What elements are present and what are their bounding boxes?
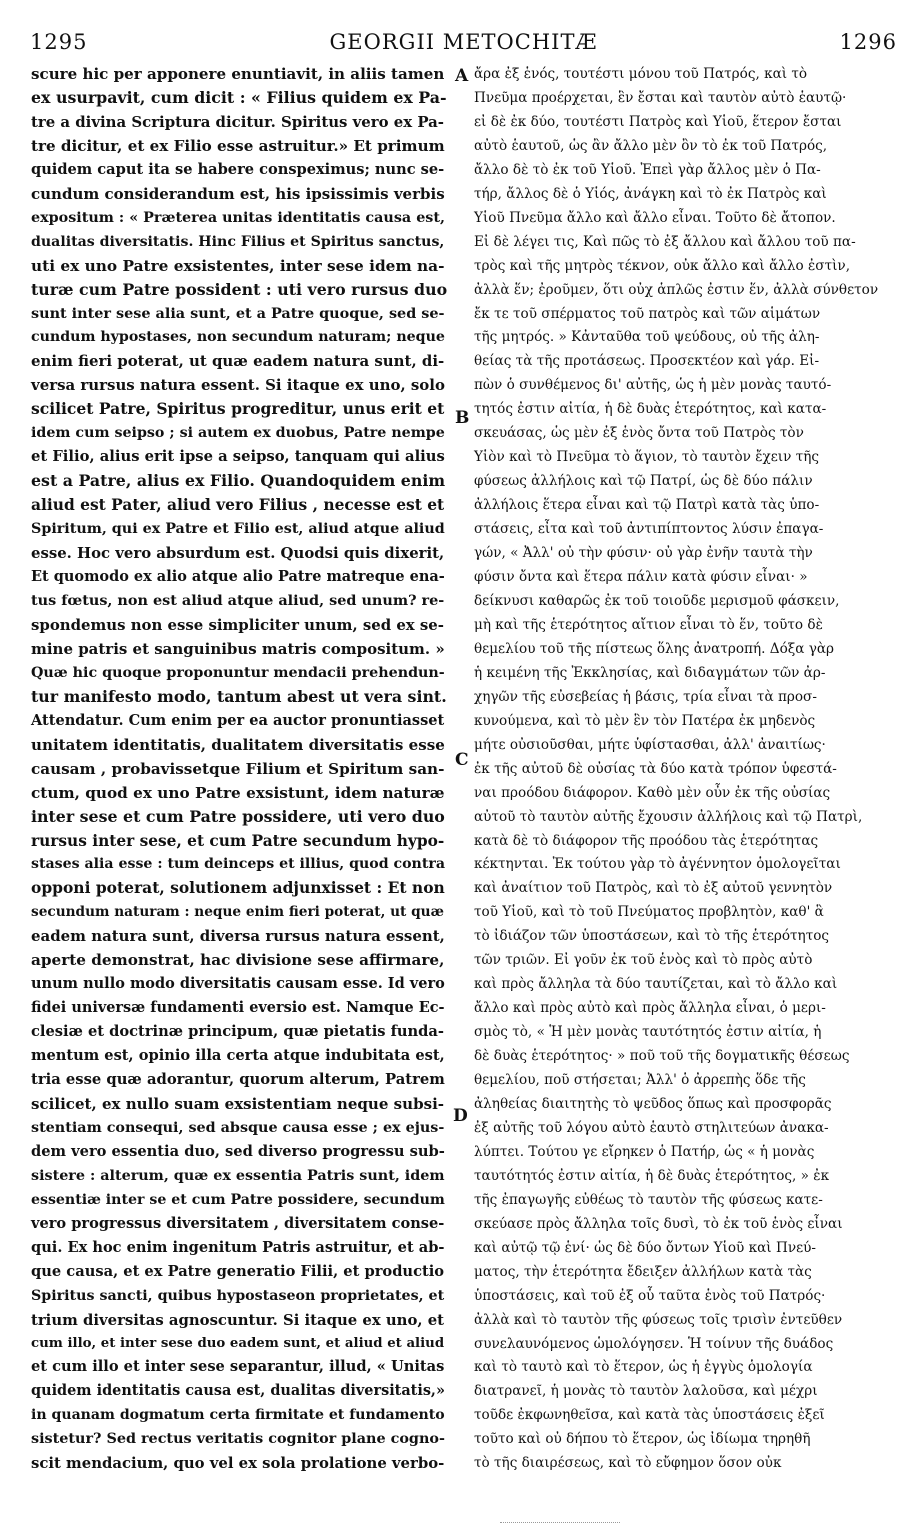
greek-text-line: θείας τὰ τῆς προτάσεως. Προσεκτέον καὶ γάρ. Εἰ-	[474, 353, 820, 370]
greek-text-line: ταυτότητός ἐστιν αἰτία, ἡ δὲ δυὰς ἑτερότητος, » ἐκ	[474, 1167, 830, 1184]
greek-text-line: πὼν ὁ συνθέμενος δι' αὐτῆς, ὡς ἡ μὲν μονὰς ταυτό-	[474, 377, 832, 394]
greek-text-line: δείκνυσι καθαρῶς ἐκ τοῦ τοιοῦδε μερισμοῦ φάσκειν,	[474, 592, 840, 609]
latin-text-line: ctum, quod ex uno Patre exsistunt, idem naturæ	[31, 783, 445, 802]
greek-text-line: τοῦ Υἱοῦ, καὶ τὸ τοῦ Πνεύματος προβλητὸν, καθ' ἃ	[474, 904, 824, 921]
greek-text-line: τὸ τῆς διαιρέσεως, καὶ τὸ εὔφημον ὅσον οὐκ	[474, 1455, 782, 1472]
greek-text-line: τρὸς καὶ τῆς μητρὸς τέκνον, οὐκ ἄλλο καὶ ἄλλο ἐστὶν,	[474, 257, 851, 274]
greek-text-line: σκευάσας, ὡς μὲν ἐξ ἑνὸς ὄντα τοῦ Πατρὸς τὸν	[474, 425, 804, 442]
latin-text-line: versa rursus natura essent. Si itaque ex uno, solo	[31, 376, 445, 395]
latin-text-line: quidem caput ita se habere conspeximus; nunc se-	[31, 160, 445, 178]
greek-text-line: ἀλλὰ καὶ τὸ ταυτὸν τῆς φύσεως τοῖς τρισὶν ἐντεῦθεν	[474, 1311, 843, 1328]
latin-text-line: esse. Hoc vero absurdum est. Quodsi quis dixerit,	[31, 544, 445, 563]
latin-text-line: scit mendacium, quo vel ex sola prolatione verbo-	[31, 1454, 445, 1473]
latin-text-line: enim fieri poterat, ut quæ eadem natura sunt, di-	[31, 352, 445, 371]
greek-text-line: ἄλλο δὲ τὸ ἐκ τοῦ Υἱοῦ. Ἐπεὶ γὰρ ἄλλος μὲν ὁ Πα-	[474, 161, 821, 178]
latin-text-line: sistetur? Sed rectus veritatis cognitor plane cogno-	[31, 1431, 445, 1448]
latin-text-line: cundum hypostases, non secundum naturam; neque	[31, 329, 445, 346]
latin-text-line: quidem identitatis causa est, dualitas diversitatis,»	[31, 1382, 445, 1400]
greek-text-line: καὶ τὸ ταυτὸ καὶ τὸ ἕτερον, ὡς ἡ ἐγγὺς ὁμολογία	[474, 1359, 813, 1376]
greek-text-line: φύσιν ὄντα καὶ ἕτερα πάλιν κατὰ φύσιν εἶναι· »	[474, 569, 808, 586]
latin-text-line: Spiritum, qui ex Patre et Filio est, aliud atque aliud	[31, 521, 445, 538]
latin-text-line: aperte demonstrat, hac divisione sese affirmare,	[31, 951, 445, 970]
greek-text-line: σκεύασε πρὸς ἄλληλα τοῖς δυσὶ, τὸ ἐκ τοῦ ἑνὸς εἶναι	[474, 1215, 843, 1232]
greek-text-line: τητός ἐστιν αἰτία, ἡ δὲ δυὰς ἑτερότητος, καὶ κατα-	[474, 401, 827, 418]
greek-text-line: ἔκ τε τοῦ σπέρματος τοῦ πατρὸς καὶ τῶν αἱμάτων	[474, 305, 821, 322]
latin-text-line: aliud est Pater, aliud vero Filius , necesse est et	[31, 495, 445, 515]
greek-text-line: δὲ δυὰς ἑτερότητος· » ποῦ τοῦ τῆς δογματικῆς θέσεως	[474, 1048, 850, 1065]
greek-text-line: ἀληθείας διαιτητὴς τὸ ψεῦδος ὅπως καὶ προσφορᾶς	[474, 1095, 832, 1112]
latin-text-line: tur manifesto modo, tantum abest ut vera sint.	[31, 686, 447, 706]
greek-text-line: ματος, τὴν ἑτερότητα ἔδειξεν ἀλλήλων κατὰ τὰς	[474, 1263, 812, 1280]
margin-marker-a: A	[455, 66, 469, 86]
latin-text-line: scure hic per apponere enuntiavit, in aliis tamen	[31, 65, 445, 83]
scan-artifact	[500, 1522, 620, 1525]
latin-text-line: scilicet, ex nullo suam exsistentiam neque subsi-	[31, 1094, 445, 1113]
greek-text-line: εἰ δὲ ἐκ δύο, τουτέστι Πατρὸς καὶ Υἱοῦ, ἕτερον ἔσται	[474, 113, 842, 130]
greek-text-line: καὶ πρὸς ἄλληλα τὰ δύο ταυτίζεται, καὶ τὸ ἄλλο καὶ	[474, 976, 838, 993]
greek-text-line: θεμελίου τοῦ τῆς πίστεως ὅλης ἀνατροπή. Δόξα γὰρ	[474, 640, 835, 657]
greek-text-line: διατρανεῖ, ἡ μονὰς τὸ ταυτὸν λαλοῦσα, καὶ μέχρι	[474, 1383, 818, 1400]
latin-text-line: dualitas diversitatis. Hinc Filius et Spiritus sanctus,	[31, 233, 445, 250]
latin-text-line: expositum : « Præterea unitas identitatis causa est,	[31, 209, 445, 226]
latin-text-line: opponi poterat, solutionem adjunxisset : Et non	[31, 878, 445, 898]
greek-text-line: Υἱοῦ Πνεῦμα ἄλλο καὶ ἄλλο εἶναι. Τοῦτο δὲ ἄτοπον.	[474, 209, 836, 226]
page-number-right: 1296	[839, 30, 897, 54]
greek-text-line: αὐτοῦ τὸ ταυτὸν αὐτῆς ἔχουσιν ἀλλήλοις καὶ τῷ Πατρὶ,	[474, 808, 863, 825]
latin-column	[31, 64, 449, 1474]
running-header	[30, 30, 897, 58]
greek-text-line: τοῦδε ἐκφωνηθεῖσα, καὶ κατὰ τὰς ὑποστάσεις ἐξεῖ	[474, 1407, 825, 1424]
greek-text-line: μήτε οὐσιοῦσθαι, μήτε ὑφίστασθαι, ἀλλ' ἀναιτίως·	[474, 736, 826, 753]
greek-text-line: μὴ καὶ τῆς ἑτερότητος αἴτιον εἶναι τὸ ἕν, τοῦτο δὲ	[474, 616, 823, 633]
greek-text-line: τῆς ἐπαγωγῆς εὐθέως τὸ ταυτὸν τῆς φύσεως κατε-	[474, 1191, 823, 1208]
latin-text-line: trium diversitas agnoscuntur. Si itaque ex uno, et	[31, 1310, 445, 1329]
latin-text-line: cundum considerandum est, his ipsissimis verbis	[31, 184, 445, 203]
latin-text-line: mine patris et sanguinibus matris compositum. »	[31, 639, 445, 658]
latin-text-line: stases alia esse : tum deinceps et illius, quod contra	[31, 856, 445, 873]
latin-text-line: turæ cum Patre possident : uti vero rursus duo	[31, 279, 448, 299]
latin-text-line: uti ex uno Patre exsistentes, inter sese idem na-	[31, 256, 445, 275]
page-number-left: 1295	[30, 30, 88, 54]
greek-text-line: Πνεῦμα προέρχεται, ἓν ἔσται καὶ ταυτὸν αὐτὸ ἑαυτῷ·	[474, 89, 847, 106]
greek-text-line: Εἰ δὲ λέγει τις, Καὶ πῶς τὸ ἐξ ἄλλου καὶ ἄλλου τοῦ πα-	[474, 233, 856, 250]
margin-marker-b: B	[455, 408, 470, 428]
margin-marker-d: D	[453, 1106, 468, 1126]
greek-text-line: ἄλλο καὶ πρὸς αὐτὸ καὶ πρὸς ἄλληλα εἶναι, ὁ μερι-	[474, 1000, 826, 1017]
latin-text-line: eadem natura sunt, diversa rursus natura essent,	[31, 927, 445, 946]
greek-text-line: αὐτὸ ἑαυτοῦ, ὡς ἂν ἄλλο μὲν ὂν τὸ ἐκ τοῦ Πατρός,	[474, 137, 828, 154]
greek-text-line: τῆς μητρός. » Κἀνταῦθα τοῦ ψεύδους, οὐ τῆς ἀλη-	[474, 329, 820, 346]
latin-text-line: stentiam consequi, sed absque causa esse ; ex ejus-	[31, 1119, 445, 1136]
margin-marker-c: C	[455, 750, 469, 770]
latin-text-line: mentum est, opinio illa certa atque indubitata est,	[31, 1047, 445, 1065]
latin-text-line: scilicet Patre, Spiritus progreditur, unus erit et	[31, 399, 445, 419]
latin-text-line: tre a divina Scriptura dicitur. Spiritus vero ex Pa-	[31, 112, 444, 131]
greek-text-line: τοῦτο καὶ οὐ δήπου τὸ ἕτερον, ὡς ἰδίωμα τηρηθῆ	[474, 1431, 811, 1448]
greek-text-line: ἀλλὰ ἕν; ἐροῦμεν, ὅτι οὐχ ἁπλῶς ἐστιν ἕν, ἀλλὰ σύνθετον	[474, 281, 879, 298]
latin-text-line: vero progressus diversitatem , diversitatem conse-	[31, 1214, 445, 1232]
greek-text-line: ἄρα ἐξ ἑνός, τουτέστι μόνου τοῦ Πατρός, καὶ τὸ	[474, 66, 808, 82]
latin-text-line: fidei universæ fundamenti eversio est. Namque Ec-	[31, 999, 445, 1017]
latin-text-line: inter sese et cum Patre possidere, uti vero duo	[31, 806, 445, 826]
latin-text-line: qui. Ex hoc enim ingenitum Patris astruitur, et ab-	[31, 1238, 445, 1256]
greek-text-line: φύσεως ἀλλήλοις καὶ τῷ Πατρί, ὡς δὲ δύο πάλιν	[474, 473, 813, 490]
latin-text-line: sunt inter sese alia sunt, et a Patre quoque, sed se-	[31, 304, 445, 322]
latin-text-line: cum illo, et inter sese duo eadem sunt, et aliud et aliud	[31, 1335, 445, 1351]
greek-text-line: λύπτει. Τούτου γε εἴρηκεν ὁ Πατήρ, ὡς « ἡ μονὰς	[474, 1143, 815, 1160]
greek-text-line: καὶ αὐτῷ τῷ ἑνί· ὡς δὲ δύο ὄντων Υἱοῦ καὶ Πνεύ-	[474, 1239, 816, 1256]
latin-text-line: sistere : alterum, quæ ex essentia Patris sunt, idem	[31, 1167, 445, 1184]
greek-text-line: κατὰ δὲ τὸ διάφορον τῆς προόδου τὰς ἑτερότητας	[474, 832, 819, 849]
latin-text-line: Et quomodo ex alio atque alio Patre matreque ena-	[31, 568, 445, 586]
latin-text-line: spondemus non esse simpliciter unum, sed ex se-	[31, 615, 444, 634]
greek-text-line: ἐξ αὐτῆς τοῦ λόγου αὐτὸ ἑαυτὸ στηλιτεύων ἀνακα-	[474, 1119, 829, 1136]
latin-text-line: secundum naturam : neque enim fieri poterat, ut quæ	[31, 904, 444, 921]
latin-text-line: causam , probavissetque Filium et Spiritum san-	[31, 759, 445, 778]
latin-text-line: ex usurpavit, cum dicit : « Filius quidem ex Pa-	[31, 87, 447, 107]
latin-text-line: rursus inter sese, et cum Patre secundum hypo-	[31, 831, 445, 850]
latin-text-line: unum nullo modo diversitatis causam esse. Id vero	[31, 975, 445, 993]
latin-text-line: tre dicitur, et ex Filio esse astruitur.» Et primum	[31, 136, 445, 155]
latin-text-line: in quanam dogmatum certa firmitate et fundamento	[31, 1407, 445, 1424]
latin-text-line: et cum illo et inter sese separantur, illud, « Unitas	[31, 1358, 445, 1376]
greek-column	[474, 64, 888, 1474]
greek-text-line: συνελαυνόμενος ὡμολόγησεν. Ἡ τοίνυν τῆς δυάδος	[474, 1335, 834, 1352]
greek-text-line: τῶν τριῶν. Εἰ γοῦν ἐκ τοῦ ἑνὸς καὶ τὸ πρὸς αὐτὸ	[474, 952, 813, 969]
greek-text-line: κέκτηνται. Ἐκ τούτου γὰρ τὸ ἀγέννητον ὁμολογεῖται	[474, 856, 841, 873]
greek-text-line: σμὸς τὸ, « Ἡ μὲν μονὰς ταυτότητός ἐστιν αἰτία, ἡ	[474, 1024, 822, 1041]
latin-text-line: clesiæ et doctrinæ principum, quæ pietatis funda-	[31, 1023, 444, 1041]
greek-text-line: τήρ, ἄλλος δὲ ὁ Υἱός, ἀνάγκη καὶ τὸ ἐκ Πατρὸς καὶ	[474, 185, 827, 202]
latin-text-line: idem cum seipso ; si autem ex duobus, Patre nempe	[31, 425, 445, 442]
latin-text-line: essentiæ inter se et cum Patre possidere, secundum	[31, 1191, 445, 1208]
latin-text-line: tria esse quæ adorantur, quorum alterum, Patrem	[31, 1071, 445, 1089]
page-title: GEORGII METOCHITÆ	[329, 30, 598, 54]
latin-text-line: Quæ hic quoque proponuntur mendacii prehendun-	[31, 664, 445, 681]
greek-text-line: ναι προόδου διάφορον. Καθὸ μὲν οὖν ἐκ τῆς οὐσίας	[474, 784, 831, 801]
latin-text-line: tus fœtus, non est aliud atque aliud, sed unum? re-	[31, 591, 445, 609]
greek-text-line: ἡ κειμένη τῆς Ἐκκλησίας, καὶ διδαγμάτων τῶν ἀρ-	[474, 664, 826, 681]
greek-text-line: στάσεις, εἶτα καὶ τοῦ ἀντιπίπτοντος λύσιν ἐπαγα-	[474, 521, 824, 538]
latin-text-line: unitatem identitatis, dualitatem diversitatis esse	[31, 735, 445, 754]
latin-text-line: Attendatur. Cum enim per ea auctor pronuntiasset	[31, 711, 445, 729]
greek-text-line: Υἱὸν καὶ τὸ Πνεῦμα τὸ ἅγιον, τὸ ταυτὸν ἔχειν τῆς	[474, 449, 819, 466]
greek-text-line: ἀλλήλοις ἕτερα εἶναι καὶ τῷ Πατρὶ κατὰ τὰς ὑπο-	[474, 497, 820, 514]
greek-text-line: ἐκ τῆς αὐτοῦ δὲ οὐσίας τὰ δύο κατὰ τρόπον ὑφεστά-	[474, 760, 837, 777]
greek-text-line: γών, « Ἀλλ' οὐ τὴν φύσιν· οὐ γὰρ ἐνῆν ταυτὰ τὴν	[474, 545, 813, 562]
latin-text-line: est a Patre, alius ex Filio. Quandoquidem enim	[31, 471, 446, 491]
greek-text-line: θεμελίου, ποῦ στήσεται; Ἀλλ' ὁ ἀρρεπὴς ὅδε τῆς	[474, 1072, 806, 1089]
latin-text-line: que causa, et ex Patre generatio Filii, et productio	[31, 1262, 445, 1280]
latin-text-line: et Filio, alius erit ipse a seipso, tanquam qui alius	[31, 448, 445, 466]
latin-text-line: Spiritus sancti, quibus hypostaseon proprietates, et	[31, 1287, 445, 1304]
greek-text-line: τὸ ἰδιάζον τῶν ὑποστάσεων, καὶ τὸ τῆς ἑτερότητος	[474, 928, 830, 945]
greek-text-line: ὑποστάσεις, καὶ τοῦ ἐξ οὗ ταῦτα ἑνὸς τοῦ Πατρός·	[474, 1287, 826, 1304]
latin-text-line: dem vero essentia duo, sed diverso progressu sub-	[31, 1142, 445, 1160]
greek-text-line: χηγῶν τῆς εὐσεβείας ἡ βάσις, τρία εἶναι τὰ προσ-	[474, 688, 817, 705]
greek-text-line: καὶ ἀναίτιον τοῦ Πατρὸς, καὶ τὸ ἐξ αὐτοῦ γεννητὸν	[474, 880, 833, 897]
greek-text-line: κυνούμενα, καὶ τὸ μὲν ἓν τὸν Πατέρα ἐκ μηδενὸς	[474, 712, 816, 729]
